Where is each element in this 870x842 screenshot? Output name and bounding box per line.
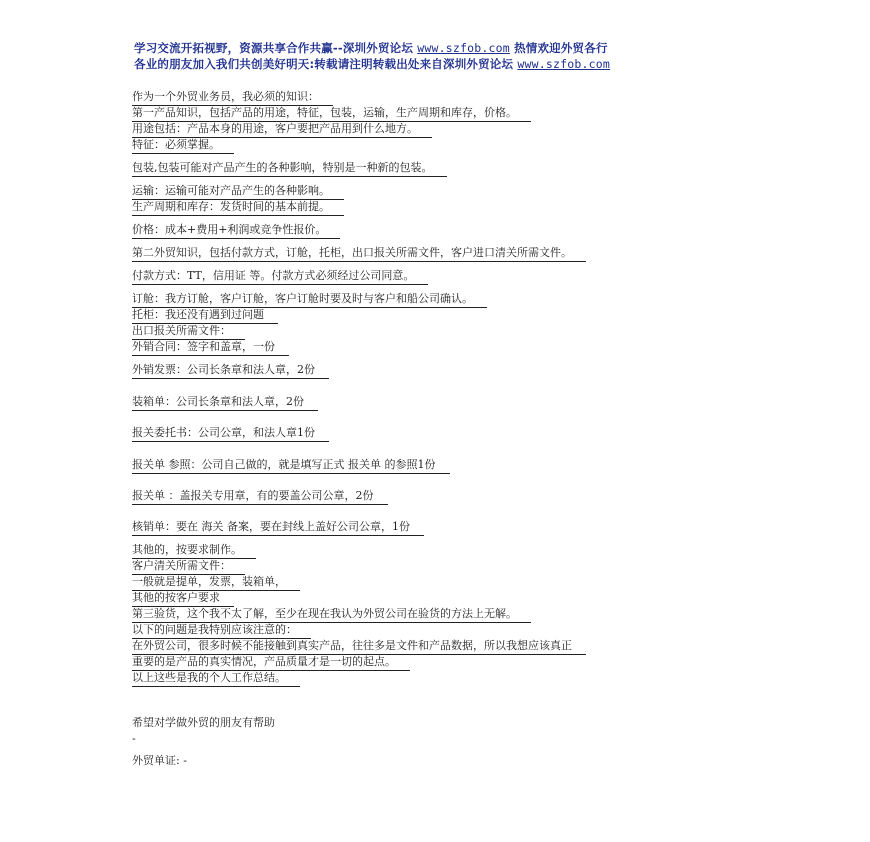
text-line: 客户清关所需文件： xyxy=(132,559,245,575)
text-line: 运输：运输可能对产品产生的各种影响。 xyxy=(132,184,344,200)
text-line: 付款方式：TT，信用证 等。付款方式必须经过公司同意。 xyxy=(132,269,428,285)
text-line: 托柜：我还没有遇到过问题 xyxy=(132,308,278,324)
text-line: 第二外贸知识，包括付款方式，订舱，托柜，出口报关所需文件，客户进口清关所需文件。 xyxy=(132,246,586,262)
header-line-2 xyxy=(134,56,794,72)
text-line: 装箱单：公司长条章和法人章，2份 xyxy=(132,395,318,411)
header-text-2: 各业的朋友加入我们共创美好明天:转载请注明转载出处来自深圳外贸论坛 xyxy=(134,57,518,71)
text-line: 第三验货，这个我不太了解，至少在现在我认为外贸公司在验货的方法上无解。 xyxy=(132,607,531,623)
text-line: 重要的是产品的真实情况，产品质量才是一切的起点。 xyxy=(132,655,410,671)
text-line: 以下的问题是我特别应该注意的： xyxy=(132,623,311,639)
separator-dash: - xyxy=(132,732,136,745)
text-line: 订舱：我方订舱，客户订舱，客户订舱时要及时与客户和船公司确认。 xyxy=(132,292,487,308)
text-line: 其他的按客户要求 xyxy=(132,591,234,607)
text-line: 价格：成本+费用+利润或竞争性报价。 xyxy=(132,223,340,239)
text-line: 第一产品知识，包括产品的用途，特征，包装，运输，生产周期和库存，价格。 xyxy=(132,106,531,122)
forum-link-2[interactable]: www.szfob.com xyxy=(517,57,611,71)
text-line: 核销单：要在 海关 备案，要在封线上盖好公司公章，1份 xyxy=(132,520,424,536)
text-line: 在外贸公司，很多时候不能接触到真实产品，往往多是文件和产品数据，所以我想应该真正 xyxy=(132,639,586,655)
text-line: 特征：必须掌握。 xyxy=(132,138,234,154)
forum-header xyxy=(134,40,794,72)
text-line: 报关单 ：盖报关专用章，有的要盖公司公章，2份 xyxy=(132,489,388,505)
header-line-1 xyxy=(134,40,794,56)
text-line: 报关单 参照：公司自己做的，就是填写正式 报关单 的参照1份 xyxy=(132,458,450,474)
text-line: 作为一个外贸业务员，我必须的知识： xyxy=(132,90,333,106)
text-line: 以上这些是我的个人工作总结。 xyxy=(132,671,300,687)
header-tail-1: 热情欢迎外贸各行 xyxy=(509,41,608,55)
forum-link-1[interactable]: www.szfob.com xyxy=(417,41,510,55)
text-line: 外销发票：公司长条章和法人章，2份 xyxy=(132,363,329,379)
text-line: 用途包括：产品本身的用途，客户要把产品用到什么地方。 xyxy=(132,122,432,138)
header-text-1: 学习交流开拓视野，资源共享合作共赢--深圳外贸论坛 xyxy=(134,41,418,55)
text-line: 其他的，按要求制作。 xyxy=(132,543,256,559)
text-line: 一般就是提单，发票，装箱单， xyxy=(132,575,300,591)
text-line: 报关委托书：公司公章，和法人章1份 xyxy=(132,426,329,442)
closing-remark: 希望对学做外贸的朋友有帮助 xyxy=(132,716,275,729)
text-line: 出口报关所需文件： xyxy=(132,324,245,340)
document-type-label: 外贸单证: - xyxy=(132,754,187,767)
text-line: 包装,包装可能对产品产生的各种影响，特别是一种新的包装。 xyxy=(132,161,447,177)
text-line: 外销合同：签字和盖章，一份 xyxy=(132,340,289,356)
text-line: 生产周期和库存：发货时间的基本前提。 xyxy=(132,200,344,216)
